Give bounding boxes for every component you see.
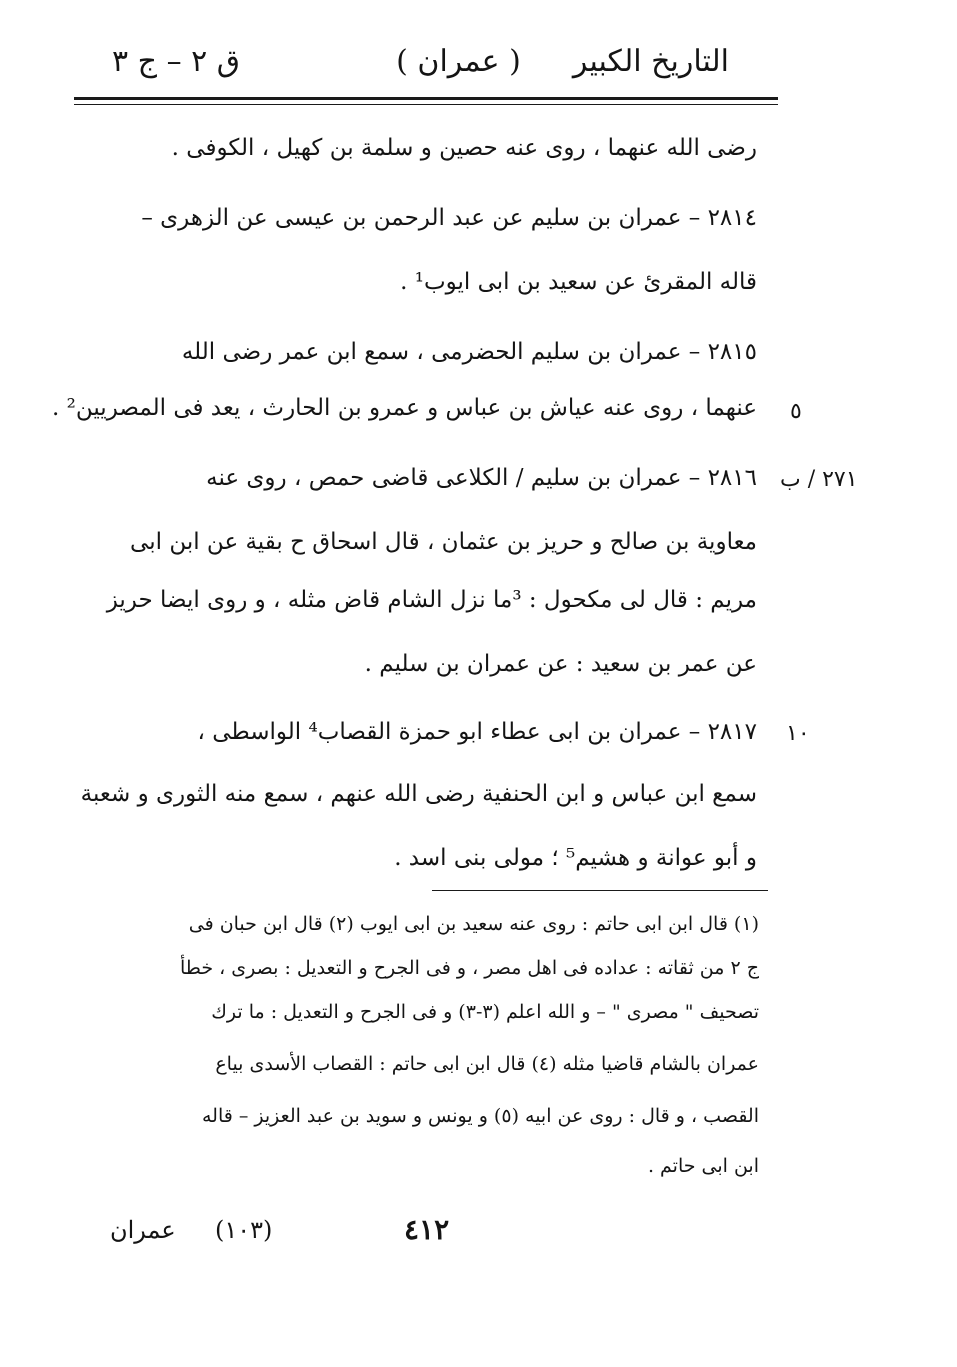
footnote-line: تصحيف " مصرى " – و الله اعلم (٣-٣) و فى الجرح و التعديل : ما ترك (211, 1001, 759, 1023)
body-line: عنهما ، روى عنه عياش بن عباس و عمرو بن الحارث ، يعد فى المصريين² . (51, 395, 757, 421)
volume-reference: ق ٢ – ج ٣ (112, 44, 241, 79)
signature-number: (١٠٣) (215, 1216, 273, 1244)
body-line: سمع ابن عباس و ابن الحنفية رضى الله عنهم ، سمع منه الثورى و شعبة (80, 781, 757, 807)
section-title: ( عمران ) (396, 44, 521, 79)
margin-line-number-5: ٥ (790, 399, 802, 424)
margin-folio-reference: ٢٧١ / ب (780, 467, 858, 492)
body-line: مريم : قال لى مكحول : ³ما نزل الشام قاض مثله ، و روى ايضا حريز (106, 587, 757, 613)
footnote-line: (١) قال ابن ابى حاتم : روى عنه سعيد بن ابى ايوب (٢) قال ابن حبان فى (188, 913, 759, 935)
footnote-line: ابن ابى حاتم . (647, 1155, 759, 1177)
body-line: قاله المقرئ عن سعيد بن ابى ايوب¹ . (400, 269, 757, 295)
entry-2814-line: ٢٨١٤ – عمران بن سليم عن عبد الرحمن بن عيسى عن الزهرى – (141, 205, 757, 231)
page-number: ٤١٢ (404, 1213, 450, 1246)
footnote-separator (432, 890, 768, 891)
entry-2817-line: ٢٨١٧ – عمران بن ابى عطاء ابو حمزة القصاب⁴ الواسطى ، (197, 719, 757, 745)
body-line: و أبو عوانة و هشيم⁵ ؛ مولى بنى اسد . (394, 845, 757, 871)
margin-line-number-10: ١٠ (786, 721, 810, 746)
body-line: رضى الله عنهما ، روى عنه حصين و سلمة بن كهيل ، الكوفى . (171, 135, 757, 161)
header-rule-thin (74, 104, 778, 105)
footnote-line: القصب ، و قال : روى عن ابيه (٥) و يونس و سويد بن عبد العزيز – قاله (201, 1105, 759, 1127)
footnote-line: عمران بالشام قاضيا مثله (٤) قال ابن ابى حاتم : القصاب الأسدى بياع (215, 1053, 759, 1075)
header-rule-thick (74, 97, 778, 100)
body-line: عن عمر بن سعيد : عن عمران بن سليم . (364, 651, 757, 677)
signature-name: عمران (110, 1216, 176, 1244)
entry-2815-line: ٢٨١٥ – عمران بن سليم الحضرمى ، سمع ابن عمر رضى الله (181, 339, 757, 365)
entry-2816-line: ٢٨١٦ – عمران بن سليم / الكلاعى قاضى حمص ، روى عنه (206, 465, 757, 491)
book-title: التاريخ الكبير (572, 44, 729, 79)
footnote-line: ج ٢ من ثقاته : عداده فى اهل مصر ، و فى الجرح و التعديل : بصرى ، خطأ (179, 957, 759, 979)
body-line: معاوية بن صالح و حريز بن عثمان ، قال اسحاق ح بقية عن ابن ابى (130, 529, 757, 555)
